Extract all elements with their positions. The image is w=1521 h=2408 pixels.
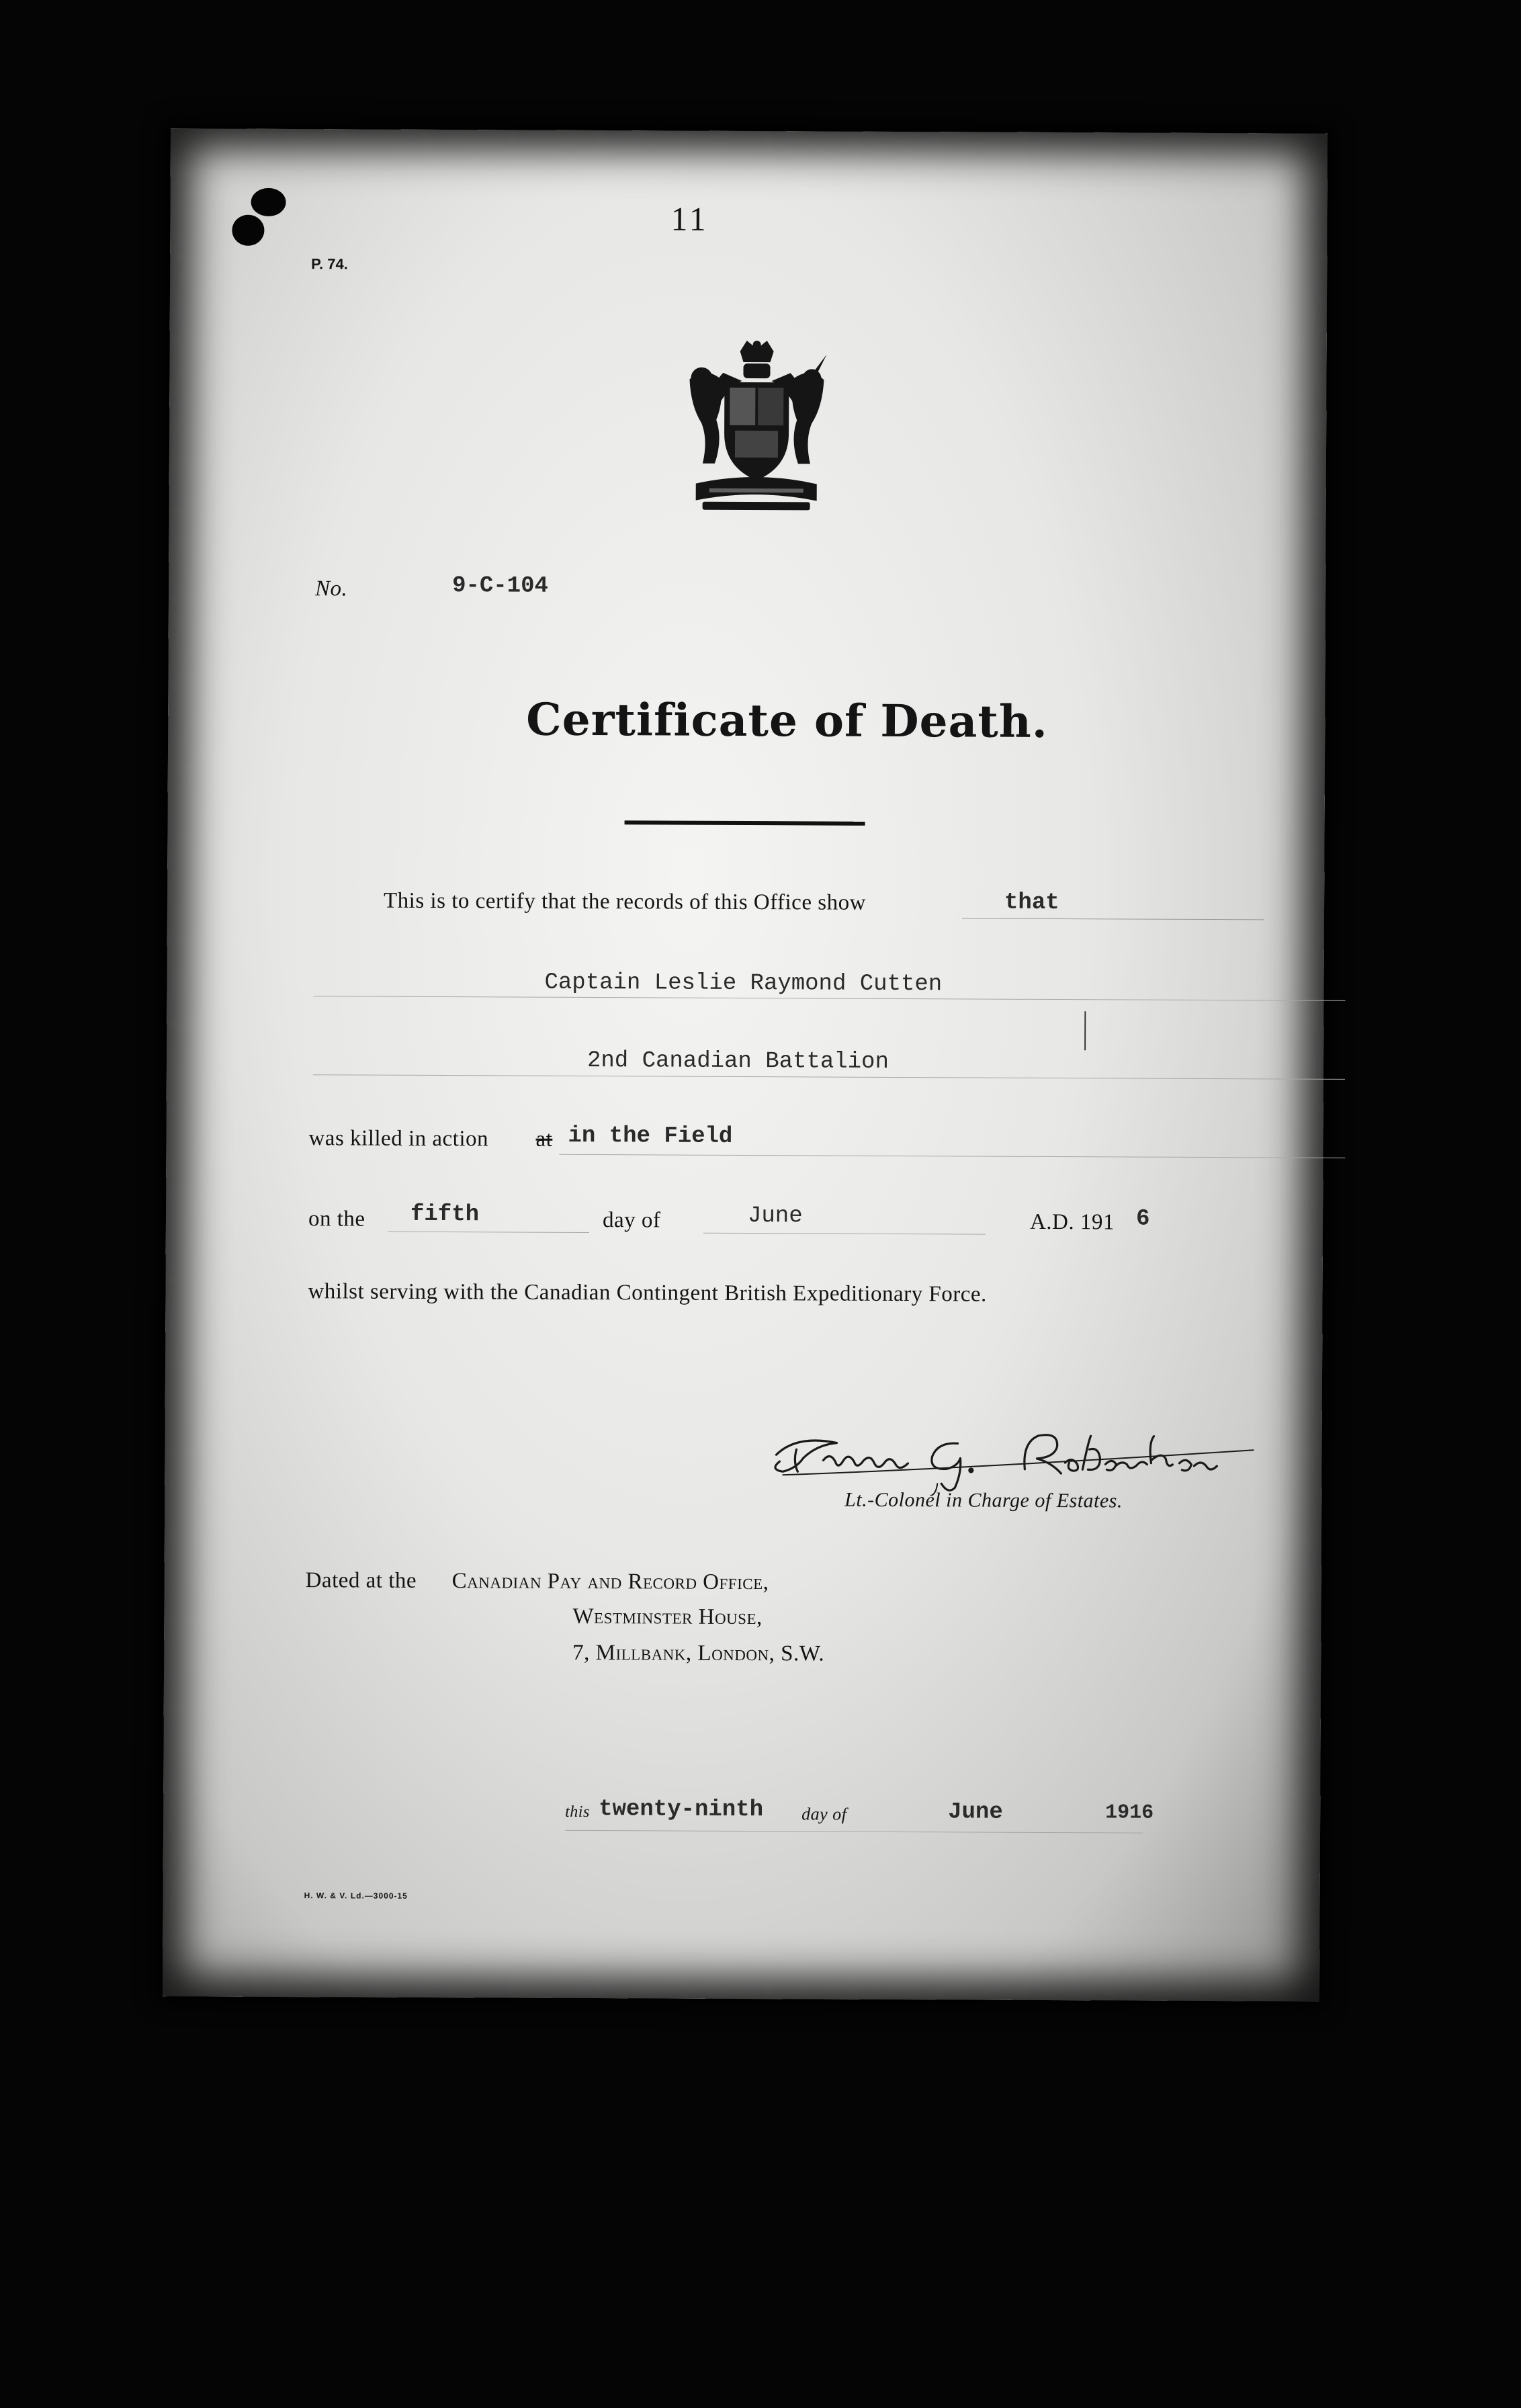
punch-hole-upper <box>251 188 286 216</box>
day-fill-line <box>388 1232 589 1233</box>
ad-label: A.D. 191 <box>1029 1209 1115 1235</box>
certify-fill-line <box>962 918 1264 920</box>
dated-office: Canadian Pay and Record Office, <box>451 1569 769 1595</box>
dated-day: twenty-ninth <box>599 1797 764 1823</box>
printer-mark: H. W. & V. Ld.—3000-15 <box>304 1891 408 1901</box>
form-code: P. 74. <box>311 255 348 273</box>
death-year-digit: 6 <box>1135 1206 1150 1232</box>
officer-signature <box>756 1408 1267 1497</box>
death-day: fifth <box>410 1201 480 1228</box>
certificate-number: 9-C-104 <box>452 573 549 599</box>
certify-text: This is to certify that the records of this Office show <box>383 888 867 915</box>
on-the-label: on the <box>308 1207 365 1232</box>
place-of-death: in the Field <box>568 1123 733 1150</box>
unit-fill-line <box>313 1074 1345 1080</box>
dated-month: June <box>948 1799 1003 1825</box>
day-of-label: day of <box>602 1208 661 1233</box>
date-this-label: this <box>565 1803 590 1821</box>
dated-building: Westminster House, <box>572 1604 763 1630</box>
date-day-of-label: day of <box>801 1804 847 1824</box>
deceased-name: Captain Leslie Raymond Cutten <box>544 970 943 998</box>
unit-name: 2nd Canadian Battalion <box>586 1047 889 1075</box>
dated-prefix: Dated at the <box>305 1568 417 1593</box>
certificate-number-label: No. <box>315 576 348 601</box>
margin-tick <box>1084 1011 1086 1050</box>
title-underline <box>625 820 865 826</box>
status-text: was killed in action <box>308 1126 489 1152</box>
coat-of-arms-emblem <box>683 339 831 515</box>
dated-address: 7, Millbank, London, S.W. <box>572 1640 825 1666</box>
dated-year: 1916 <box>1105 1801 1154 1825</box>
certify-fill: that <box>1004 890 1059 916</box>
dated-fill-line <box>565 1830 1143 1834</box>
at-word: at <box>535 1127 553 1152</box>
serving-text: whilst serving with the Canadian Contingent British Expeditionary Force. <box>308 1279 987 1307</box>
certificate-title: Certificate of Death. <box>526 693 1048 748</box>
page-number: 11 <box>670 200 709 238</box>
month-fill-line <box>703 1233 986 1235</box>
punch-hole-lower <box>232 215 264 246</box>
signer-title: Lt.-Colonel in Charge of Estates. <box>844 1488 1123 1512</box>
place-fill-line <box>559 1154 1345 1158</box>
death-month: June <box>747 1203 803 1230</box>
certificate-page <box>163 128 1328 2001</box>
